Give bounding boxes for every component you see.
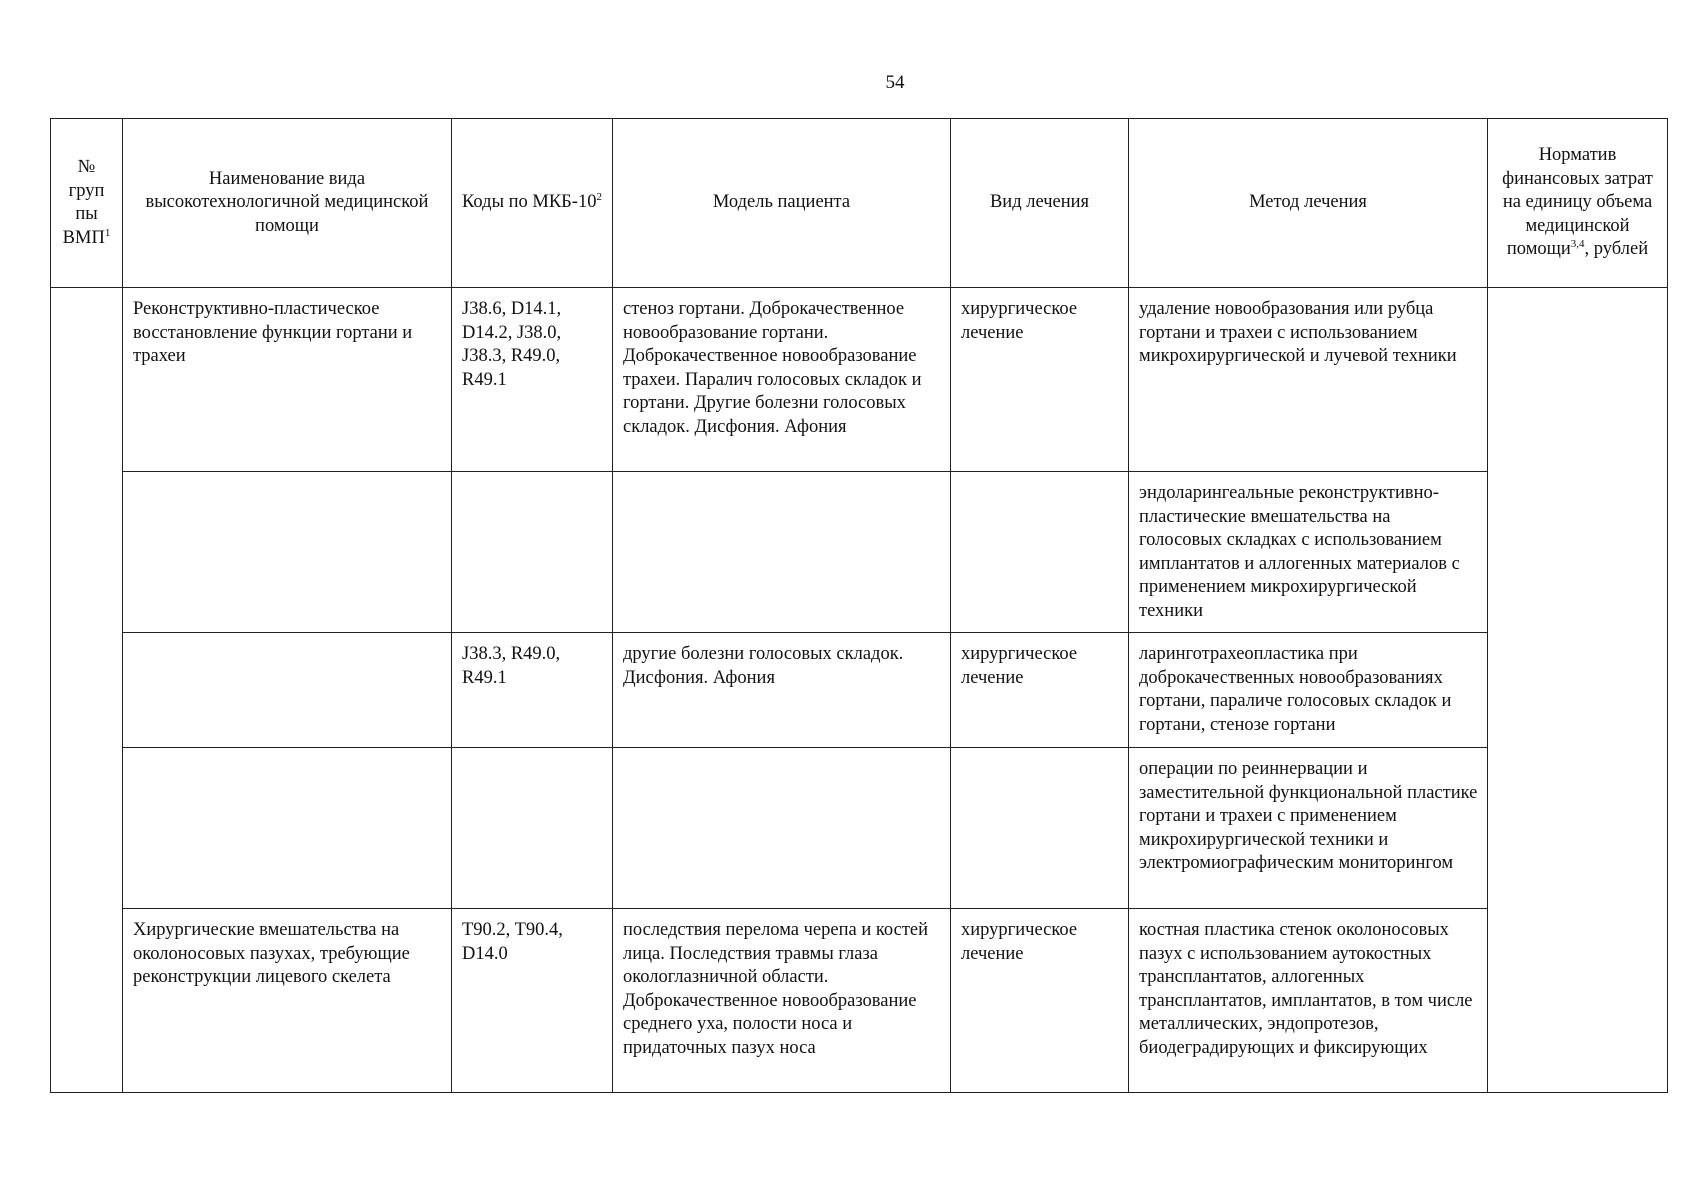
header-treatment-type: Вид лечения xyxy=(951,119,1129,288)
footnote-mark: 1 xyxy=(104,226,111,239)
treatment-type-cell: хирургическое лечение xyxy=(951,288,1129,472)
patient-model-cell: стеноз гортани. Доброкачественное новообразование гортани. Доброкачественное новообразование трахеи. Паралич голосовых складок и гортани. Другие болезни голосовых складок. Дисфония. Афония xyxy=(613,288,951,472)
cost-standard-cell xyxy=(1488,288,1668,1093)
icd10-codes-cell: J38.3, R49.0, R49.1 xyxy=(452,633,613,748)
header-cost-standard: Норматив финансовых затрат на единицу объема медицинской помощи$^{3,4}$, рублей xyxy=(1488,119,1668,288)
table-header-row xyxy=(51,119,1668,288)
table-row xyxy=(51,633,1668,748)
header-patient-model: Модель пациента xyxy=(613,119,951,288)
table-row xyxy=(51,909,1668,1093)
care-type-name-cell xyxy=(123,472,452,633)
treatment-method-cell: эндоларингеальные реконструктивно-пластические вмешательства на голосовых складках с использованием имплантатов и аллогенных материалов с применением микрохирургической техники xyxy=(1129,472,1488,633)
treatment-type-cell: хирургическое лечение xyxy=(951,909,1129,1093)
page-number: 54 xyxy=(885,72,905,93)
header-icd10-codes: Коды по МКБ-$10^2$ xyxy=(452,119,613,288)
icd10-codes-cell: T90.2, T90.4, D14.0 xyxy=(452,909,613,1093)
care-type-name-cell: Реконструктивно-пластическое восстановление функции гортани и трахеи xyxy=(123,288,452,472)
table-row xyxy=(51,472,1668,633)
treatment-method-cell: костная пластика стенок околоносовых пазух с использованием аутокостных трансплантатов, аллогенных трансплантатов, имплантатов, в том числе металлических, эндопротезов, биодеградирующих и фиксирующих xyxy=(1129,909,1488,1093)
patient-model-cell xyxy=(613,472,951,633)
treatment-type-cell xyxy=(951,472,1129,633)
group-number-cell xyxy=(51,288,123,1093)
patient-model-cell: последствия перелома черепа и костей лица. Последствия травмы глаза окологлазничной области. Доброкачественное новообразование среднего уха, полости носа и придаточных пазух носа xyxy=(613,909,951,1093)
header-treatment-method: Метод лечения xyxy=(1129,119,1488,288)
footnote-mark: 2 xyxy=(596,191,602,204)
header-care-type-name: Наименование вида высокотехнологичной медицинской помощи xyxy=(123,119,452,288)
patient-model-cell: другие болезни голосовых складок. Дисфония. Афония xyxy=(613,633,951,748)
treatment-method-cell: операции по реиннервации и заместительной функциональной пластике гортани и трахеи с применением микрохирургической техники и электромиографическим мониторингом xyxy=(1129,748,1488,909)
icd10-codes-cell: J38.6, D14.1, D14.2, J38.0, J38.3, R49.0, R49.1 xyxy=(452,288,613,472)
treatment-method-cell: удаление новообразования или рубца гортани и трахеи с использованием микрохирургической и лучевой техники xyxy=(1129,288,1488,472)
care-type-name-cell: Хирургические вмешательства на околоносовых пазухах, требующие реконструкции лицевого скелета xyxy=(123,909,452,1093)
icd10-codes-cell xyxy=(452,472,613,633)
table-row xyxy=(51,288,1668,472)
table-row xyxy=(51,748,1668,909)
icd10-codes-cell xyxy=(452,748,613,909)
care-type-name-cell xyxy=(123,633,452,748)
care-type-name-cell xyxy=(123,748,452,909)
treatment-type-cell xyxy=(951,748,1129,909)
treatment-type-cell: хирургическое лечение xyxy=(951,633,1129,748)
treatment-method-cell: ларинготрахеопластика при доброкачественных новообразованиях гортани, параличе голосовых складок и гортани, стенозе гортани xyxy=(1129,633,1488,748)
header-group-number: № груп пы ВМП$^1$ xyxy=(51,119,123,288)
patient-model-cell xyxy=(613,748,951,909)
footnote-mark: 3,4 xyxy=(1570,238,1585,251)
vmp-table xyxy=(50,118,1668,1093)
